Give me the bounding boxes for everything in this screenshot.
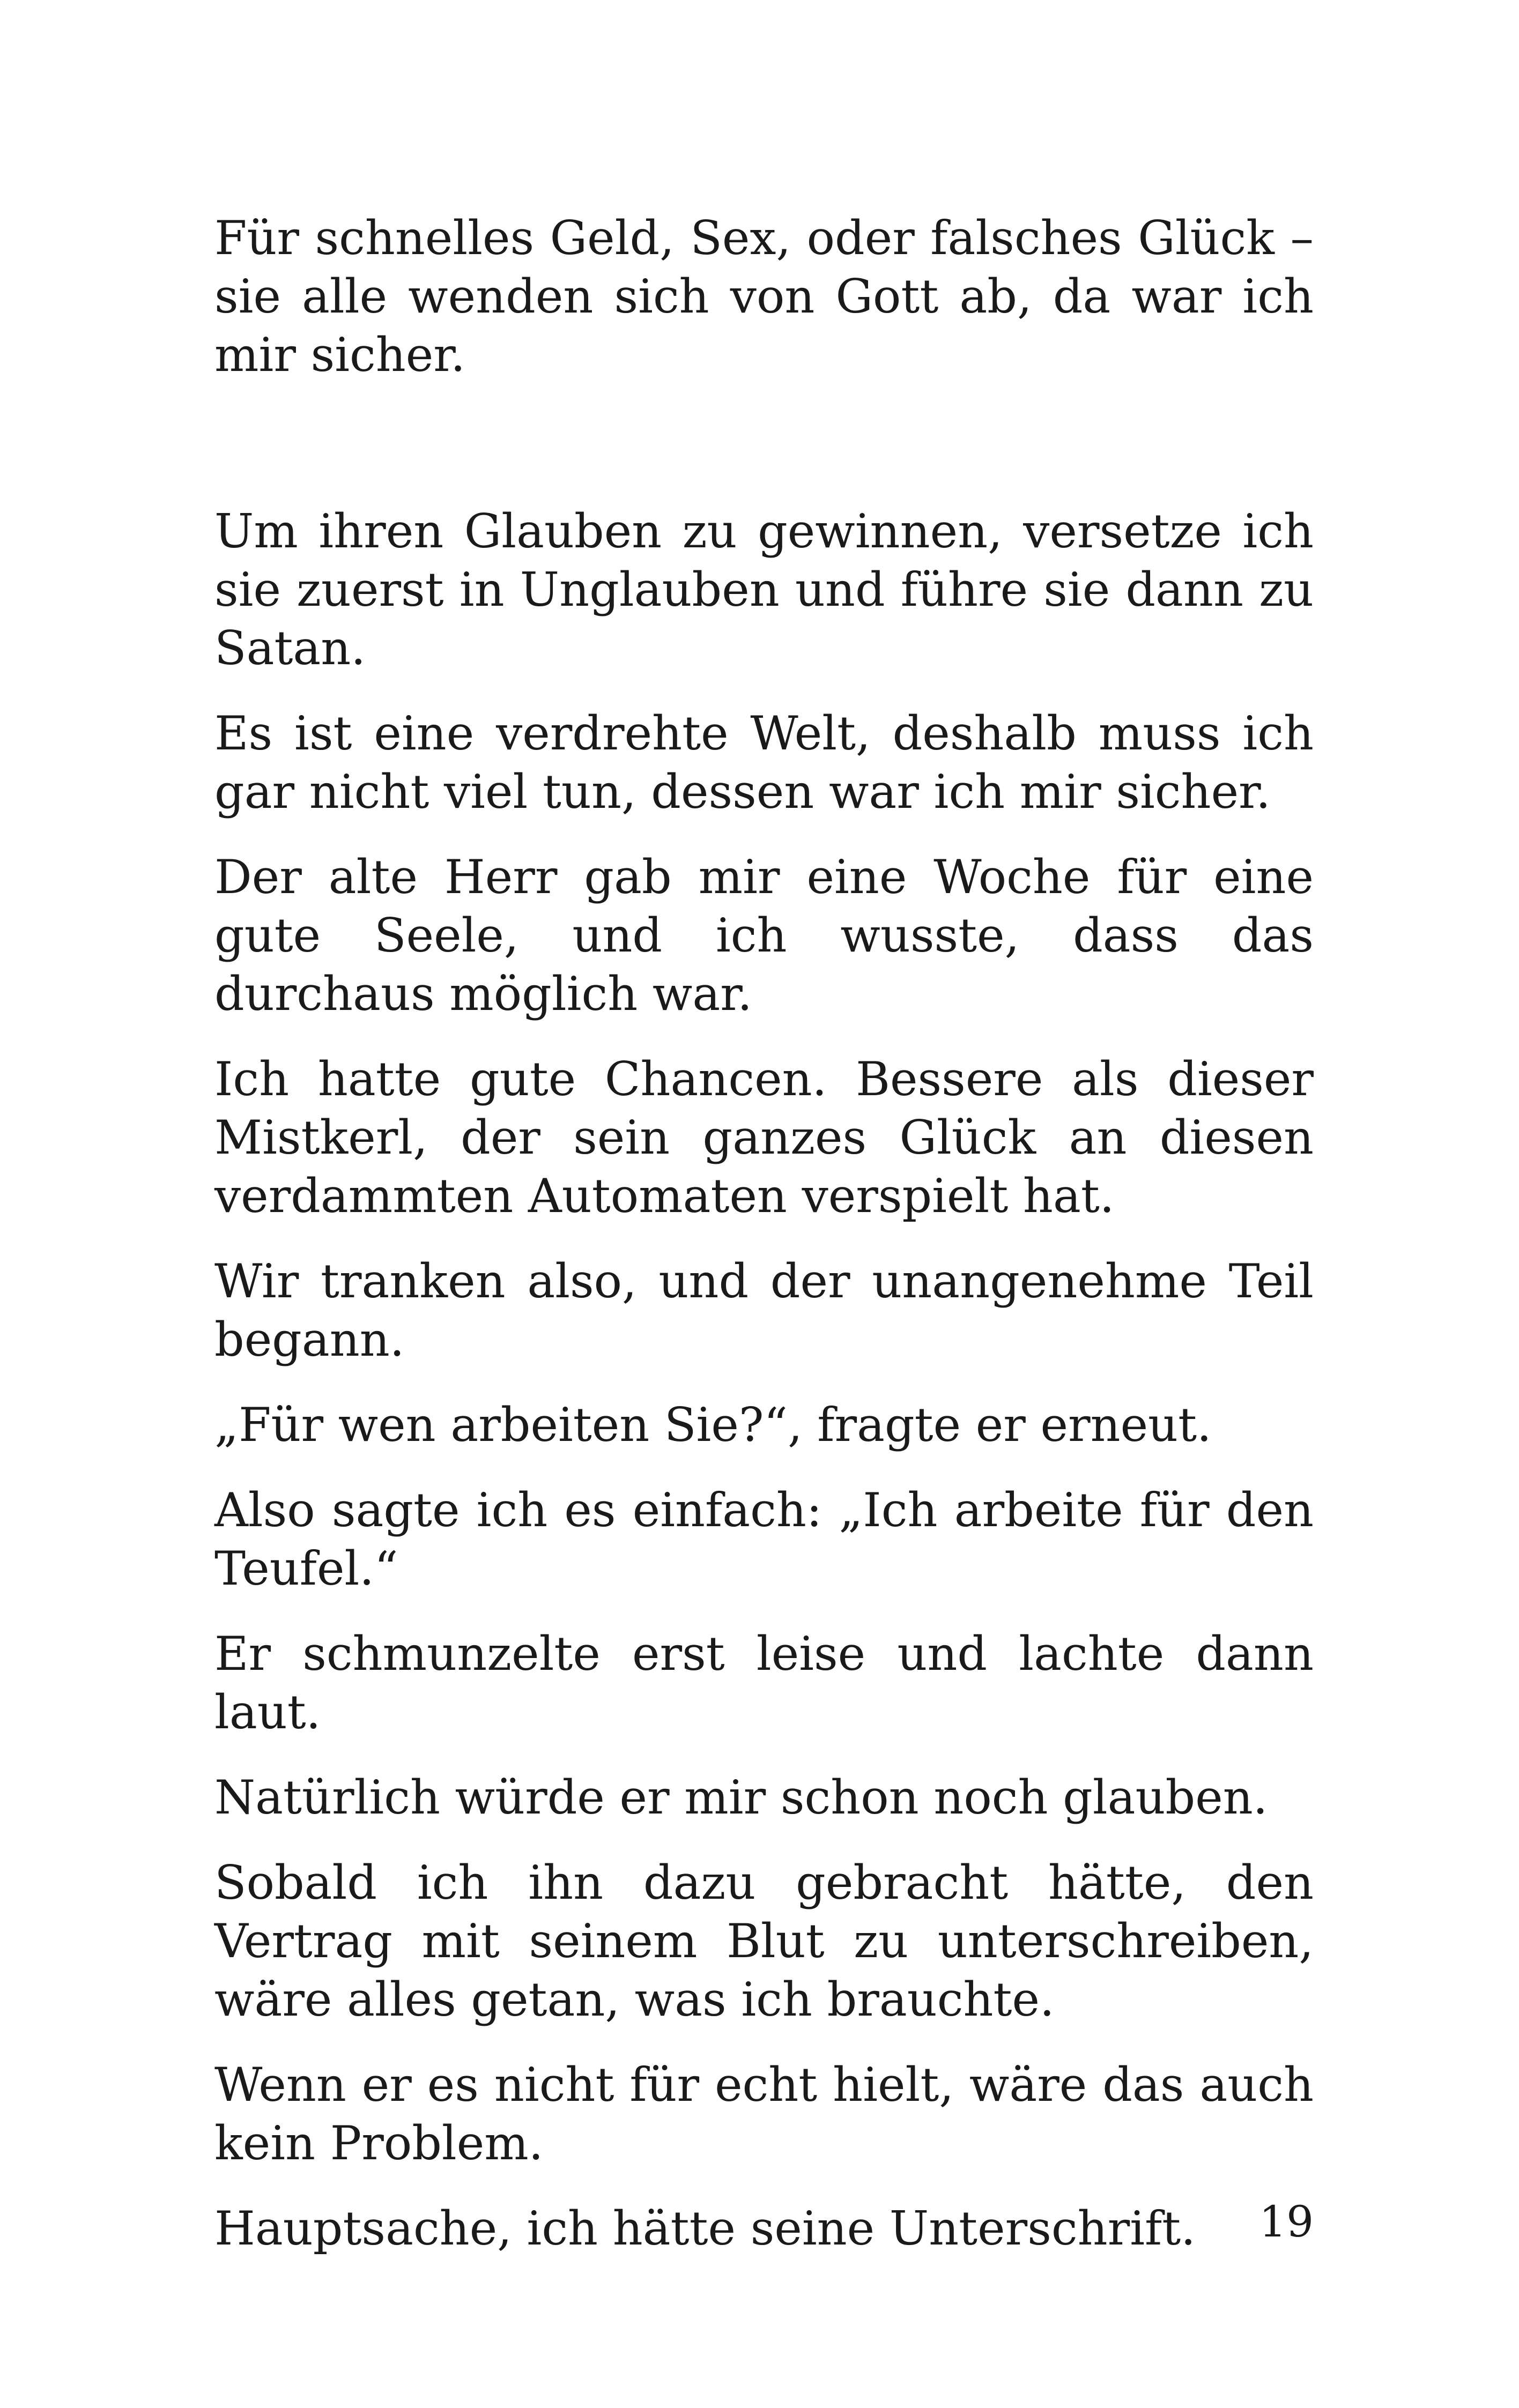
paragraph: Es ist eine verdrehte Welt, deshalb muss ich gar nicht viel tun, dessen war ich mir sicher. [214, 706, 1314, 819]
paragraph: Der alte Herr gab mir eine Woche für eine gute Seele, und ich wusste, dass das durchaus möglich war. [214, 850, 1314, 1021]
body-text [214, 209, 1314, 2285]
paragraph: Natürlich würde er mir schon noch glauben. [214, 1770, 1268, 1825]
paragraph: Wenn er es nicht für echt hielt, wäre das auch kein Problem. [214, 2057, 1314, 2171]
page-number: 19 [1259, 2197, 1314, 2247]
paragraph: Sobald ich ihn dazu gebracht hätte, den Vertrag mit seinem Blut zu unterschreiben, wäre alles getan, was ich brauchte. [214, 1855, 1314, 2027]
paragraph: Er schmunzelte erst leise und lachte dann laut. [214, 1626, 1314, 1740]
paragraph: Wir tranken also, und der unangenehme Teil begann. [214, 1254, 1314, 1367]
paragraph: Ich hatte gute Chancen. Bessere als dieser Mistkerl, der sein ganzes Glück an diesen verdammten Automaten verspielt hat. [214, 1052, 1314, 1223]
paragraph: Für schnelles Geld, Sex, oder falsches Glück – sie alle wenden sich von Gott ab, da war ich mir sicher. [214, 211, 1314, 382]
paragraph: Um ihren Glauben zu gewinnen, versetze ich sie zuerst in Unglauben und führe sie dann zu Satan. [214, 504, 1314, 675]
paragraph: Also sagte ich es einfach: „Ich arbeite für den Teufel.“ [214, 1483, 1314, 1596]
paragraph: „Für wen arbeiten Sie?“, fragte er erneut. [214, 1398, 1212, 1452]
paragraph: Hauptsache, ich hätte seine Unterschrift. [214, 2201, 1196, 2256]
